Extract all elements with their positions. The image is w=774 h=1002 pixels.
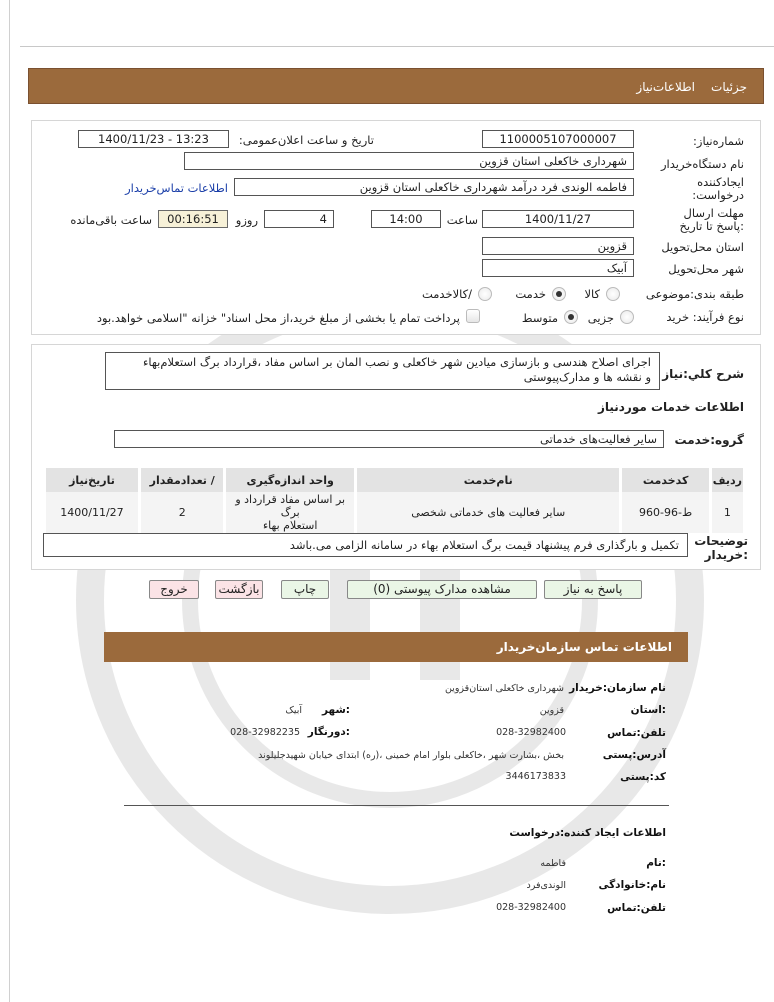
- buyer-notes-label: توضیحات :خریدار: [694, 534, 748, 562]
- deadline-time-label: ساعت: [446, 213, 478, 227]
- summary-line-1: اجرای اصلاح هندسی و بازسازی میادین شهر خاکعلی و نصب المان بر اساس مفاد ،قرارداد برگ استعلام‌بهاء: [142, 355, 651, 369]
- province-contact-value: قزوین: [539, 705, 564, 716]
- contact-section-header: [104, 632, 688, 662]
- col-unit: واحد اندازه‌گیری: [225, 468, 356, 492]
- col-name: نام‌خدمت: [356, 468, 621, 492]
- page-title-bar: [28, 68, 764, 104]
- province-contact-label: :استان: [630, 704, 666, 716]
- postal-value: 3446173833: [505, 771, 566, 782]
- postal-label: کد:پستی: [620, 771, 666, 783]
- services-title: اطلاعات خدمات موردنیاز: [597, 400, 744, 414]
- cell-row: 1: [710, 492, 744, 533]
- address-label: آدرس:پستی: [602, 749, 666, 761]
- category-goods-label: کالا: [584, 287, 600, 301]
- process-medium-radio[interactable]: [564, 310, 578, 324]
- service-group-field: سایر فعالیت‌های خدماتی: [114, 430, 664, 448]
- deadline-date-field: 1400/11/27: [482, 210, 634, 228]
- contact-divider: [124, 805, 669, 806]
- buyer-org-field: شهرداری خاکعلی استان قزوین: [184, 152, 634, 170]
- creator-family-value: الوندی‌فرد: [526, 880, 566, 891]
- service-group-label: گروه:خدمت: [674, 433, 744, 447]
- page-left-border: [9, 0, 10, 1002]
- fax-label: :دورنگار: [307, 726, 350, 738]
- cell-code: ط-96-960: [621, 492, 710, 533]
- creator-phone-value: 028-32982400: [496, 902, 566, 913]
- reply-button[interactable]: پاسخ به نیاز: [544, 580, 642, 599]
- services-table: [46, 468, 746, 533]
- need-number-label: شماره‌نیاز:: [693, 134, 744, 148]
- cell-unit-line-1: بر اساس مفاد قرارداد و برگ: [235, 493, 346, 519]
- cell-date: 1400/11/27: [46, 492, 139, 533]
- city-contact-value: آبیک: [285, 705, 302, 716]
- tab-details[interactable]: جزئیات: [711, 80, 747, 94]
- creator-phone-label: تلفن:تماس: [607, 902, 666, 914]
- creator-family-label: نام:خانوادگی: [598, 879, 666, 891]
- services-table-header: [46, 468, 745, 492]
- process-minor-label: جزیی: [587, 311, 614, 325]
- fax-value: 028-32982235: [230, 727, 300, 738]
- announce-label: تاریخ و ساعت اعلان‌عمومی:: [238, 133, 374, 147]
- exit-button[interactable]: خروج: [149, 580, 199, 599]
- cell-unit-line-2: استعلام بهاء: [263, 519, 318, 532]
- page-top-divider: [20, 46, 774, 47]
- category-goods-radio[interactable]: [606, 287, 620, 301]
- address-value: بخش ،بشارت شهر ،خاکعلی بلوار امام خمینی ،(ره) ابتدای خیابان شهیدجلیلوند: [258, 750, 564, 761]
- province-field: قزوین: [482, 237, 634, 255]
- treasury-payment-checkbox[interactable]: [466, 309, 480, 323]
- province-label: استان محل‌تحویل: [661, 240, 744, 254]
- category-service-label: خدمت: [515, 287, 546, 301]
- summary-line-2: و نقشه ها و مدارک‌پیوستی: [523, 370, 651, 384]
- city-field: آبیک: [482, 259, 634, 277]
- attachments-button[interactable]: مشاهده مدارک پیوستی (0): [347, 580, 537, 599]
- deadline-time-field: 14:00: [371, 210, 441, 228]
- days-label: روزو: [235, 213, 258, 227]
- creator-name-value: فاطمه: [540, 858, 566, 869]
- print-button[interactable]: چاپ: [281, 580, 329, 599]
- cell-name: سایر فعالیت های خدماتی شخصی: [356, 492, 621, 533]
- remaining-timer: 00:16:51: [158, 210, 228, 228]
- buyer-contact-link[interactable]: اطلاعات تماس‌خریدار: [125, 181, 228, 195]
- treasury-payment-note: پرداخت تمام یا بخشی از مبلغ خرید،از محل اسناد" خزانه "اسلامی خواهد.بود: [96, 311, 460, 325]
- buyer-org-label: نام دستگاه‌خریدار: [660, 157, 744, 171]
- tab-need-info[interactable]: اطلاعات‌نیاز: [636, 80, 695, 94]
- announce-field: 1400/11/23 - 13:23: [78, 130, 229, 148]
- cell-unit: [225, 492, 356, 533]
- org-value: شهرداری خاکعلی استان‌قزوین: [444, 683, 564, 694]
- days-field: 4: [264, 210, 334, 228]
- buyer-notes-field: تکمیل و بارگذاری فرم پیشنهاد قیمت برگ استعلام بهاء در سامانه الزامی می.باشد: [43, 533, 688, 557]
- phone-value: 028-32982400: [496, 727, 566, 738]
- org-label: نام سازمان‌:خریدار: [569, 682, 666, 694]
- table-row: [46, 492, 745, 533]
- back-button[interactable]: بازگشت: [215, 580, 263, 599]
- creator-field: فاطمه الوندی فرد درآمد شهرداری خاکعلی استان قزوین: [234, 178, 634, 196]
- category-goods-service-radio[interactable]: [478, 287, 492, 301]
- col-code: کدخدمت: [621, 468, 710, 492]
- phone-label: تلفن:تماس: [607, 727, 666, 739]
- summary-field: [105, 352, 660, 390]
- category-goods-service-label: /کالاخدمت: [421, 287, 472, 301]
- remaining-label: ساعت باقی‌مانده: [70, 213, 152, 227]
- city-contact-label: :شهر: [322, 704, 350, 716]
- creator-info-title: اطلاعات ایجاد کننده:درخواست: [509, 827, 666, 839]
- creator-label: ایجادکننده درخواست:: [692, 175, 744, 202]
- category-service-radio[interactable]: [552, 287, 566, 301]
- col-row: ردیف: [710, 468, 744, 492]
- need-number-field: 1100005107000007: [482, 130, 634, 148]
- summary-label: شرح کلي:نياز: [662, 367, 744, 381]
- contact-section-title: اطلاعات تماس سازمان‌خریدار: [496, 640, 672, 654]
- process-minor-radio[interactable]: [620, 310, 634, 324]
- cell-qty: 2: [139, 492, 225, 533]
- city-label: شهر محل‌تحویل: [668, 262, 744, 276]
- category-label: طبقه بندی:موضوعی: [645, 287, 744, 301]
- creator-name-label: :نام: [646, 857, 666, 869]
- process-medium-label: متوسط: [521, 311, 558, 325]
- col-qty: / تعدادمقدار: [139, 468, 225, 492]
- col-date: تاریخ‌نیاز: [46, 468, 139, 492]
- process-label: نوع فرآیند: خرید: [666, 310, 744, 324]
- deadline-label: مهلت ارسال :پاسخ تا تاریخ: [679, 206, 744, 233]
